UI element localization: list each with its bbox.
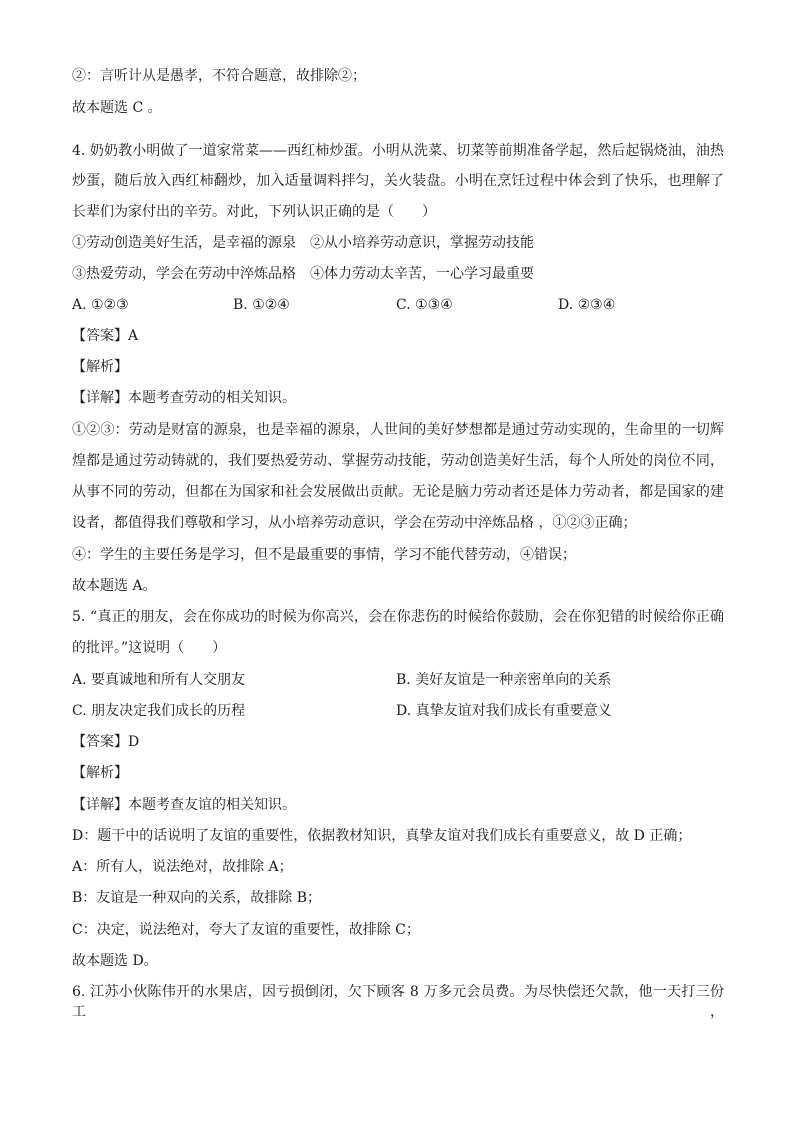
conclusion-line: 故本题选 C 。 — [72, 100, 162, 116]
question-5-stem: 的批评。”这说明（ ） — [72, 640, 227, 656]
conclusion-line: 故本题选 A。 — [72, 578, 157, 594]
detail-label: 【详解】本题考查友谊的相关知识。 — [72, 797, 296, 813]
analysis-label: 【解析】 — [72, 359, 128, 375]
explanation-line: C：决定，说法绝对，夸大了友谊的重要性，故排除 C； — [72, 922, 420, 938]
explanation-line: ①②③：劳动是财富的源泉，也是幸福的源泉，人世间的美好梦想都是通过劳动实现的，生命里的一切辉 — [72, 422, 724, 438]
analysis-label: 【解析】 — [72, 765, 128, 781]
conclusion-line: 故本题选 D。 — [72, 953, 158, 969]
question-5-choice-b: B. 美好友谊是一种亲密单向的关系 — [396, 672, 612, 688]
question-4-choice-d: D. ②③④ — [558, 297, 616, 313]
question-5-choice-d: D. 真挚友谊对我们成长有重要意义 — [396, 703, 612, 719]
question-5-stem: 5. “真正的朋友，会在你成功的时候为你高兴，会在你悲伤的时候给你鼓励，会在你犯错的时候给你正确 — [72, 609, 724, 625]
explanation-line: B：友谊是一种双向的关系，故排除 B； — [72, 890, 322, 906]
answer-label: 【答案】A — [72, 328, 139, 344]
explanation-line: 设者，都值得我们尊敬和学习，从小培养劳动意识，学会在劳动中淬炼品格 ，①②③正确； — [72, 515, 637, 531]
answer-label: 【答案】D — [72, 734, 140, 750]
explanation-line: 煌都是通过劳动铸就的，我们要热爱劳动、掌握劳动技能，劳动创造美好生活，每个人所处的岗位不同， — [72, 453, 724, 469]
question-4-choice-c: C. ①③④ — [396, 297, 453, 313]
question-4-stem: 长辈们为家付出的辛劳。对此，下列认识正确的是（ ） — [72, 204, 436, 220]
question-4-statement: ③热爱劳动，学会在劳动中淬炼品格 ④体力劳动太辛苦，一心学习最重要 — [72, 266, 534, 282]
explanation-line: 从事不同的劳动，但都在为国家和社会发展做出贡献。无论是脑力劳动者还是体力劳动者，都是国家的建 — [72, 484, 724, 500]
explanation-line: ②：言听计从是愚孝，不符合题意，故排除②； — [72, 68, 366, 84]
explanation-line: ④：学生的主要任务是学习，但不是最重要的事情，学习不能代替劳动，④错误； — [72, 547, 576, 563]
question-6-stem: 6. 江苏小伙陈伟开的水果店，因亏损倒闭，欠下顾客 8 万多元会员费。为尽快偿还欠款，他一天打三份工， — [72, 984, 724, 1020]
question-4-choice-b: B. ①②④ — [233, 297, 290, 313]
question-4-stem: 4. 奶奶教小明做了一道家常菜——西红柿炒蛋。小明从洗菜、切菜等前期准备学起，然后起锅烧油，油热 — [72, 143, 724, 159]
explanation-line: A：所有人，说法绝对，故排除 A； — [72, 859, 293, 875]
question-4-choice-a: A. ①②③ — [72, 297, 129, 313]
detail-label: 【详解】本题考查劳动的相关知识。 — [72, 390, 296, 406]
question-5-choice-c: C. 朋友决定我们成长的历程 — [72, 703, 246, 719]
question-4-statement: ①劳动创造美好生活，是幸福的源泉 ②从小培养劳动意识，掌握劳动技能 — [72, 235, 534, 251]
explanation-line: D：题干中的话说明了友谊的重要性，依据教材知识，真挚友谊对我们成长有重要意义，故 D 正确； — [72, 828, 692, 844]
question-5-choice-a: A. 要真诚地和所有人交朋友 — [72, 672, 246, 688]
question-4-stem: 炒蛋，随后放入西红柿翻炒，加入适量调料拌匀，关火装盘。小明在烹饪过程中体会到了快乐，也理解了 — [72, 173, 724, 189]
